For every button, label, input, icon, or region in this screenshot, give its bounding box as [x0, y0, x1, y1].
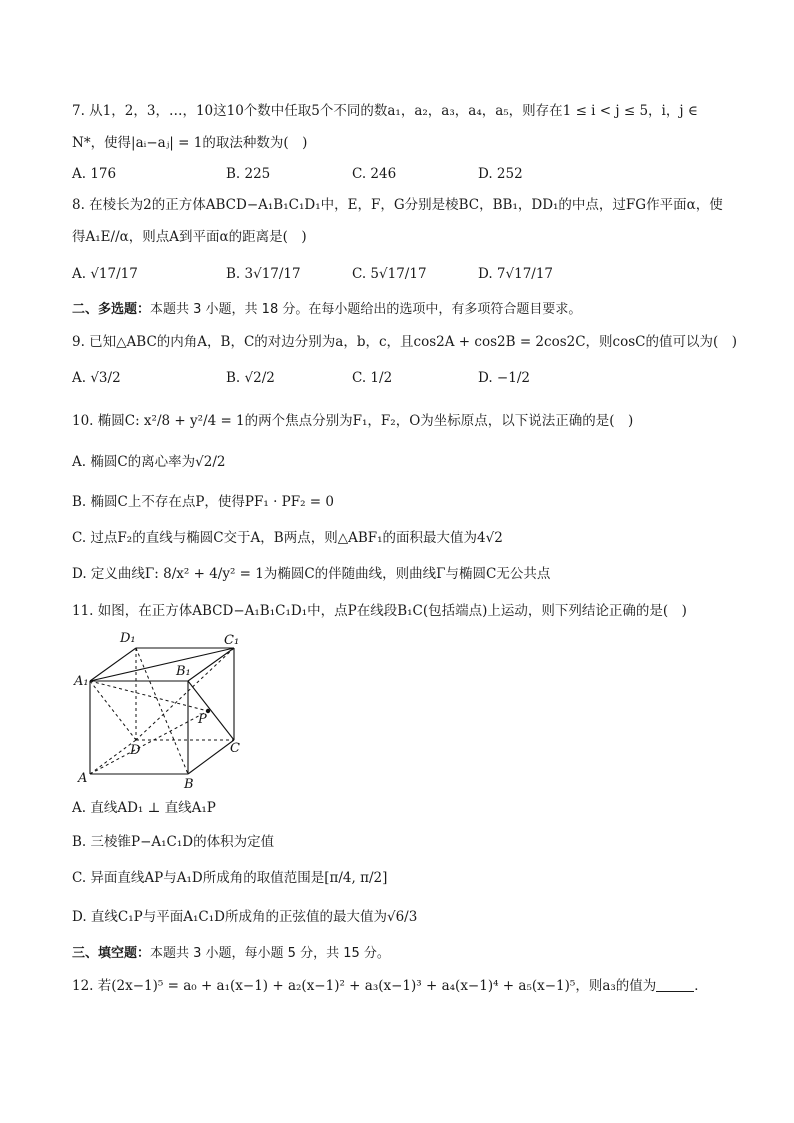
section-fill-title: 三、填空题： [72, 946, 151, 961]
q12-tail: ． [694, 978, 708, 994]
q10-option-b[interactable]: B. 椭圆C上不存在点P，使得PF₁ · PF₂ = 0 [72, 494, 334, 510]
q9-option-c[interactable]: C. 1/2 [352, 370, 393, 386]
q10-option-d[interactable]: D. 定义曲线Γ: 8/x² + 4/y² = 1为椭圆C的伴随曲线，则曲线Γ与椭圆C无公共点 [72, 566, 551, 582]
section-fill-desc: 本题共 3 小题，每小题 5 分，共 15 分。 [150, 946, 390, 961]
q8-option-c[interactable]: C. 5√17/17 [352, 266, 427, 282]
q8-line-1: 8. 在棱长为2的正方体ABCD−A₁B₁C₁D₁中，E，F，G分别是棱BC，BB₁，DD₁的中点，过FG作平面α，使 [72, 197, 723, 213]
q10-line-1: 10. 椭圆C: x²/8 + y²/4 = 1的两个焦点分别为F₁，F₂，O为坐标原点，以下说法正确的是( ) [72, 413, 634, 429]
label-d1: D₁ [120, 631, 136, 646]
label-c1: C₁ [224, 633, 240, 648]
q10-option-c[interactable]: C. 过点F₂的直线与椭圆C交于A，B两点，则△ABF₁的面积最大值为4√2 [72, 530, 503, 546]
q7-option-c[interactable]: C. 246 [352, 166, 397, 182]
label-b1: B₁ [176, 664, 191, 679]
section-fill-blank [72, 944, 390, 964]
q11-option-d[interactable]: D. 直线C₁P与平面A₁C₁D所成角的正弦值的最大值为√6/3 [72, 909, 418, 925]
label-a: A [78, 771, 88, 786]
q7-line-2: N*，使得|aᵢ−aⱼ| = 1的取法种数为( ) [72, 135, 308, 151]
q8-line-2: 得A₁E//α，则点A到平面α的距离是( ) [72, 229, 307, 245]
q12-answer-blank[interactable] [656, 977, 694, 992]
q9-option-b[interactable]: B. √2/2 [226, 370, 275, 386]
q9-option-a[interactable]: A. √3/2 [72, 370, 121, 386]
q8-option-b[interactable]: B. 3√17/17 [226, 266, 301, 282]
q11-option-a[interactable]: A. 直线AD₁ ⊥ 直线A₁P [72, 800, 216, 816]
section-multi-choice [72, 300, 581, 320]
q11-option-b[interactable]: B. 三棱锥P−A₁C₁D的体积为定值 [72, 834, 275, 850]
cube-figure [70, 626, 260, 796]
section-multi-desc: 本题共 3 小题，共 18 分。在每小题给出的选项中，有多项符合题目要求。 [150, 302, 582, 317]
q9-line-1: 9. 已知△ABC的内角A，B，C的对边分别为a，b，c，且cos2A + cos2B = 2cos2C，则cosC的值可以为( ) [72, 334, 738, 350]
label-d: D [130, 743, 141, 758]
q7-option-a[interactable]: A. 176 [72, 166, 117, 182]
q7-line-1: 7. 从1，2，3，…，10这10个数中任取5个不同的数a₁，a₂，a₃，a₄，a₅，则存在1 ≤ i < j ≤ 5，i，j ∈ [72, 103, 698, 119]
q9-option-d[interactable]: D. −1/2 [478, 370, 530, 386]
label-a1: A₁ [74, 674, 89, 689]
label-b: B [184, 777, 194, 792]
label-p: P [198, 712, 207, 727]
label-c: C [230, 741, 240, 756]
q12-line [72, 976, 708, 996]
section-multi-title: 二、多选题： [72, 302, 151, 317]
q8-option-a[interactable]: A. √17/17 [72, 266, 138, 282]
q10-option-a[interactable]: A. 椭圆C的离心率为√2/2 [72, 454, 226, 470]
q7-option-d[interactable]: D. 252 [478, 166, 523, 182]
q8-option-d[interactable]: D. 7√17/17 [478, 266, 554, 282]
q11-line-1: 11. 如图，在正方体ABCD−A₁B₁C₁D₁中，点P在线段B₁C(包括端点)上运动，则下列结论正确的是( ) [72, 603, 687, 619]
q7-option-b[interactable]: B. 225 [226, 166, 271, 182]
q11-option-c[interactable]: C. 异面直线AP与A₁D所成角的取值范围是[π/4, π/2] [72, 870, 388, 886]
q12-text: 12. 若(2x−1)⁵ = a₀ + a₁(x−1) + a₂(x−1)² + a₃(x−1)³ + a₄(x−1)⁴ + a₅(x−1)⁵，则a₃的值为 [72, 978, 657, 994]
